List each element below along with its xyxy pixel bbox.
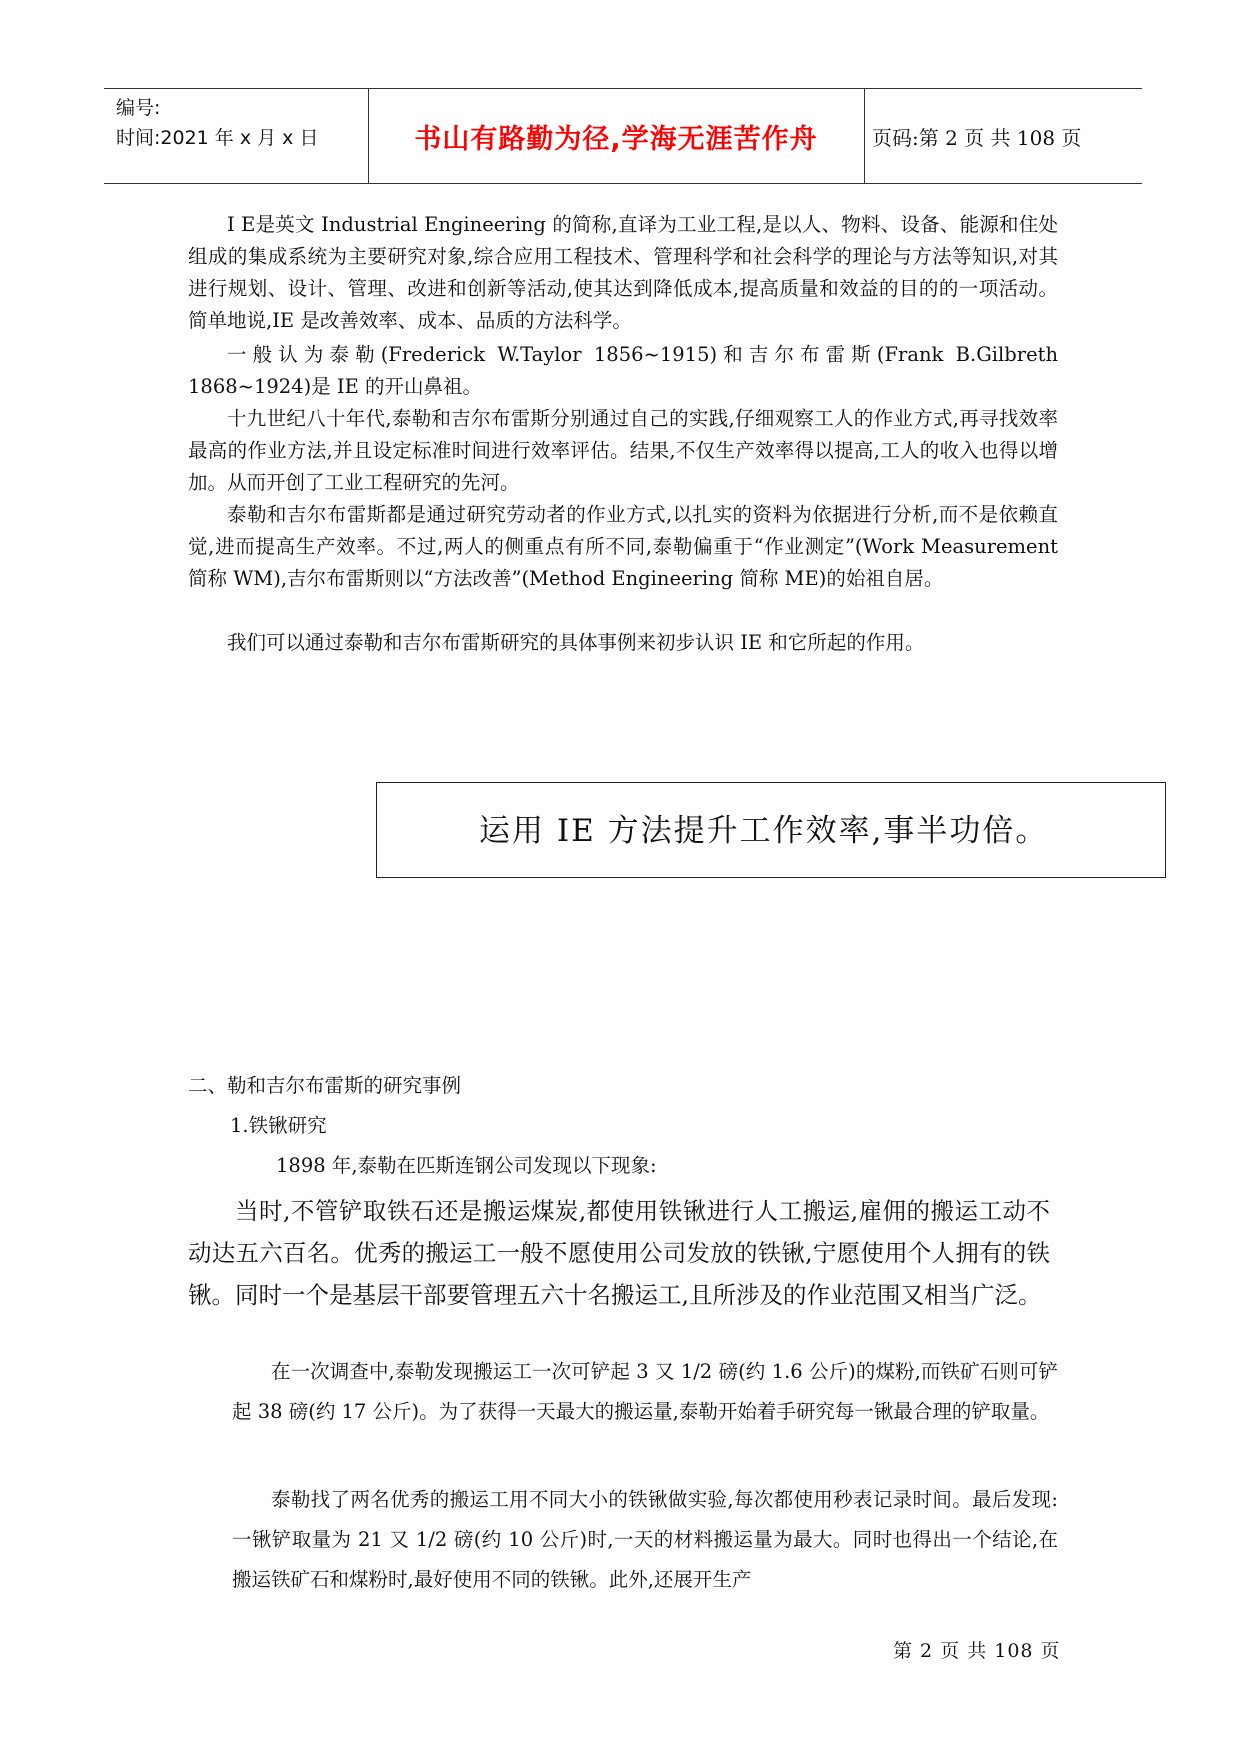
header-page-info: 页码:第 2 页 共 108 页 [872,125,1082,150]
paragraph-text: I E是英文 Industrial Engineering 的简称,直译为工业工程,是以人、物料、设备、能源和住处组成的集成系统为主要研究对象,综合应用工程技术、管理科学和社会科学的理论与方法等知识,对其进行规划、设计、管理、改进和创新等活动,使其达到降低成本,提高质量和效益的目的的一项活动。简单地说,IE 是改善效率、成本、品质的方法科学。 [188,213,1058,332]
intro-paragraph-history: 十九世纪八十年代,泰勒和吉尔布雷斯分别通过自己的实践,仔细观察工人的作业方式,再寻找效率最高的作业方法,并且设定标准时间进行效率评估。结果,不仅生产效率得以提高,工人的收入也得以增加。从而开创了工业工程研究的先河。 [188,407,1058,494]
header-motto: 书山有路勤为径,学海无涯苦作舟 [414,123,818,155]
intro-paragraph-ie-definition [188,209,1058,337]
intro-paragraph-founders: 一般认为泰勒(Frederick W.Taylor 1856~1915)和吉尔布雷斯(Frank B.Gilbreth 1868~1924)是 IE 的开山鼻祖。 [188,343,1058,398]
time-label: 时间:2021 年 x 月 x 日 [116,127,319,149]
header-meta [116,93,366,153]
page-footer: 第 2 页 共 108 页 [893,1640,1061,1662]
header-divider-right [864,89,865,183]
header-divider-left [368,89,369,183]
shovel-survey-paragraph: 在一次调查中,泰勒发现搬运工一次可铲起 3 又 1/2 磅(约 1.6 公斤)的煤粉,而铁矿石则可铲起 38 磅(约 17 公斤)。为了获得一天最大的搬运量,泰勒开始着手研究每一锹最合理的铲取量。 [232,1360,1058,1423]
callout-box [376,782,1166,878]
document-header [104,88,1142,184]
shovel-experiment-paragraph: 泰勒找了两名优秀的搬运工用不同大小的铁锹做实验,每次都使用秒表记录时间。最后发现:一锹铲取量为 21 又 1/2 磅(约 10 公斤)时,一天的材料搬运量为最大。同时也得出一个结论,在搬运铁矿石和煤粉时,最好使用不同的铁锹。此外,还展开生产 [232,1488,1059,1591]
callout-text: 运用 IE 方法提升工作效率,事半功倍。 [479,813,1049,849]
section-intro: 1898 年,泰勒在匹斯连钢公司发现以下现象: [276,1154,657,1177]
intro-paragraph-transition: 我们可以通过泰勒和吉尔布雷斯研究的具体事例来初步认识 IE 和它所起的作用。 [227,631,925,654]
subsection-title: 1.铁锹研究 [230,1114,327,1137]
section-title: 二、勒和吉尔布雷斯的研究事例 [188,1074,462,1097]
shovel-observation-paragraph: 当时,不管铲取铁石还是搬运煤炭,都使用铁锹进行人工搬运,雇佣的搬运工动不动达五六百名。优秀的搬运工一般不愿使用公司发放的铁锹,宁愿使用个人拥有的铁锹。同时一个是基层干部要管理五六十名搬运工,且所涉及的作业范围又相当广泛。 [188,1197,1050,1309]
number-label: 编号: [116,97,161,119]
intro-paragraph-comparison: 泰勒和吉尔布雷斯都是通过研究劳动者的作业方式,以扎实的资料为依据进行分析,而不是依赖直觉,进而提高生产效率。不过,两人的侧重点有所不同,泰勒偏重于“作业测定”(Work Measurement 简称 WM),吉尔布雷斯则以“方法改善”(Method Engineering 简称 ME)的始祖自居。 [188,503,1058,590]
